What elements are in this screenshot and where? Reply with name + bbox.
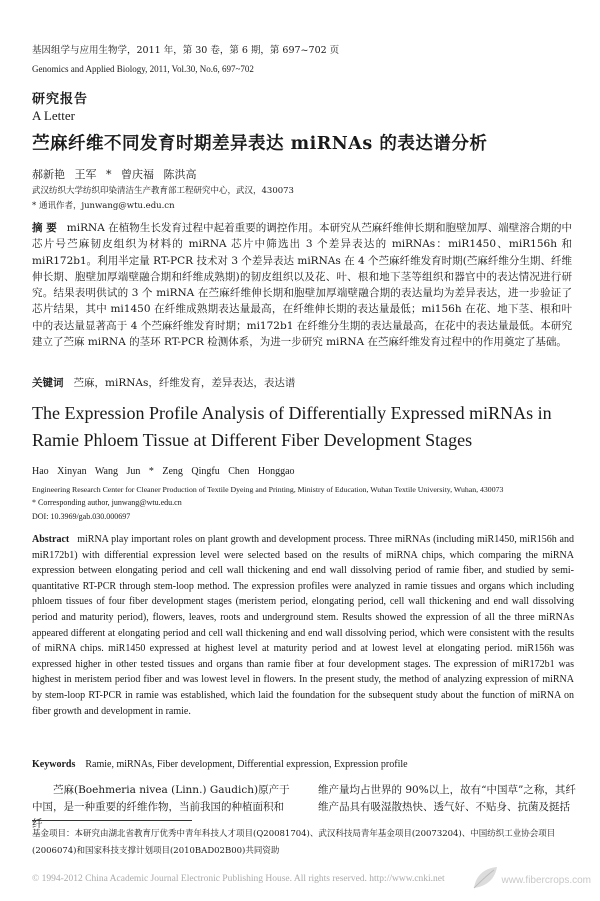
keywords-cn [32, 375, 572, 390]
abstract-en-label: Abstract [32, 534, 70, 545]
article-category-en: A Letter [32, 108, 75, 123]
watermark-text: www.fibercrops.com [501, 875, 591, 886]
journal-citation-en: Genomics and Applied Biology, 2011, Vol.30, No.6, 697~702 [32, 64, 254, 74]
authors-cn: 郝新艳 王军 * 曾庆福 陈洪高 [32, 168, 197, 181]
copyright-line: © 1994-2012 China Academic Journal Electronic Publishing House. All rights reserved. http://www.cnki.net [32, 874, 445, 884]
abstract-cn-label: 摘 要 [32, 222, 57, 234]
affiliation-en: Engineering Research Center for Cleaner Production of Textile Dyeing and Printing, Ministry of Education, Wuhan Textile University, Wuhan, 430073 [32, 485, 504, 494]
keywords-en [32, 759, 572, 770]
keywords-en-label: Keywords [32, 759, 76, 770]
corresponding-author-en: * Corresponding author, junwang@wtu.edu.cn [32, 498, 182, 507]
affiliation-cn: 武汉纺织大学纺织印染清洁生产教育部工程研究中心，武汉，430073 [32, 186, 294, 196]
abstract-en-text: miRNA play important roles on plant growth and development process. Three miRNAs (including miR1450, miR156h and miR172b1) with differential expression level were selected based on the results of miRNA chips, which comparing the miRNA expression between elongating period and cell wall thickening and end wall dissolving period of ramie fiber, and studied by semi-quantitative RT-PCR through stem-loop method. The expression profiles were analyzed in ramie tissues and organs which including phloem tissues of four fiber development stages (meristem period, elongating period, cell wall thickening and end wall dissolving period and maturity period), flowers, leaves, roots and underground stem. Results showed the expression of all the three miRNAs appeared different at elongating period and cell wall thickening and end wall dissolving period, which were consistent with the results of miRNA chips. miR1450 expressed at highest level at maturity period and at lowest level at elongating period. miR156h was expressed higher in other tested tissues and organs than ramie fiber at four development stages. The expression of miR172b1 was highest in meristem period fiber and was lowest level in flowers. In the present study, the method of analyzing expression of miRNA by stem-loop RT-PCR in ramie was established, which laid the foundation for the subsequent study about the function of miRNA on fiber growth and development in ramie. [32, 534, 574, 717]
article-category-cn: 研究报告 [32, 92, 89, 107]
corresponding-author-cn: * 通讯作者，junwang@wtu.edu.cn [32, 201, 175, 211]
keywords-cn-text: 苎麻，miRNAs，纤维发育，差异表达，表达谱 [73, 377, 296, 389]
body-column-right: 维产量均占世界的 90%以上，故有“中国草”之称，其纤维产品具有吸湿散热快、透气好、不贴身、抗菌及挺括 [318, 784, 576, 813]
keywords-cn-label: 关键词 [32, 377, 64, 389]
funding-footnote: 基金项目：本研究由湖北省教育厅优秀中青年科技人才项目(Q20081704)、武汉科技局青年基金项目(20073204)、中国纺织工业协会项目(2006074)和国家科技支撑计划项目(2010BAD02B00)共同资助 [32, 829, 556, 856]
keywords-en-text: Ramie, miRNAs, Fiber development, Differential expression, Expression profile [85, 759, 408, 770]
abstract-cn [32, 220, 572, 350]
paper-title-en: The Expression Profile Analysis of Differentially Expressed miRNAs in Ramie Phloem Tissue at Different Fiber Development Stages [32, 403, 552, 450]
journal-citation-cn: 基因组学与应用生物学，2011 年，第 30 卷，第 6 期，第 697~702 页 [32, 45, 340, 56]
authors-en: Hao Xinyan Wang Jun * Zeng Qingfu Chen Honggao [32, 466, 295, 477]
doi: DOI: 10.3969/gab.030.000697 [32, 512, 131, 521]
footnote-divider [32, 820, 192, 821]
watermark [470, 860, 595, 896]
paper-title-cn: 苎麻纤维不同发育时期差异表达 miRNAs 的表达谱分析 [32, 134, 488, 154]
body-column-left: 苎麻(Boehmeria nivea (Linn.) Gaudich)原产于中国，是一种重要的纤维作物，当前我国的种植面积和纤 [32, 784, 290, 830]
abstract-cn-text: miRNA 在植物生长发育过程中起着重要的调控作用。本研究从苎麻纤维伸长期和胞壁加厚、端壁溶合期的中芯片号苎麻韧皮组织为材料的 miRNA 芯片中筛选出 3 个差异表达的 miRNAs：miR1450、miR156h 和 miR172b1。利用半定量 RT-PCR 技术对 3 个差异表达 miRNAs 在 4 个苎麻纤维发育时期(苎麻纤维分生期、纤维伸长期、胞壁加厚端壁融合期和纤维成熟期)的韧皮组织以及花、叶、根和地下茎等组织和器官中的表达情况进行研究。结果表明供试的 3 个 miRNA 在苎麻纤维伸长期和胞壁加厚端壁融合期的表达量均为差异表达，进一步验证了芯片结果，其中 mi1450 在纤维成熟期表达量最高，在纤维伸长期的表达量最低；mi156h 在花、地下茎、根和叶中的表达量显著高于 4 个苎麻纤维发育时期；mi172b1 在纤维分生期的表达量最高，在花中的表达量最低。本研究建立了苎麻 miRNA 的茎环 RT-PCR 检测体系，为进一步研究 miRNA 在苎麻纤维发育过程中的作用奠定了基础。 [32, 222, 573, 349]
leaf-logo-icon [470, 864, 500, 892]
abstract-en [32, 532, 574, 719]
